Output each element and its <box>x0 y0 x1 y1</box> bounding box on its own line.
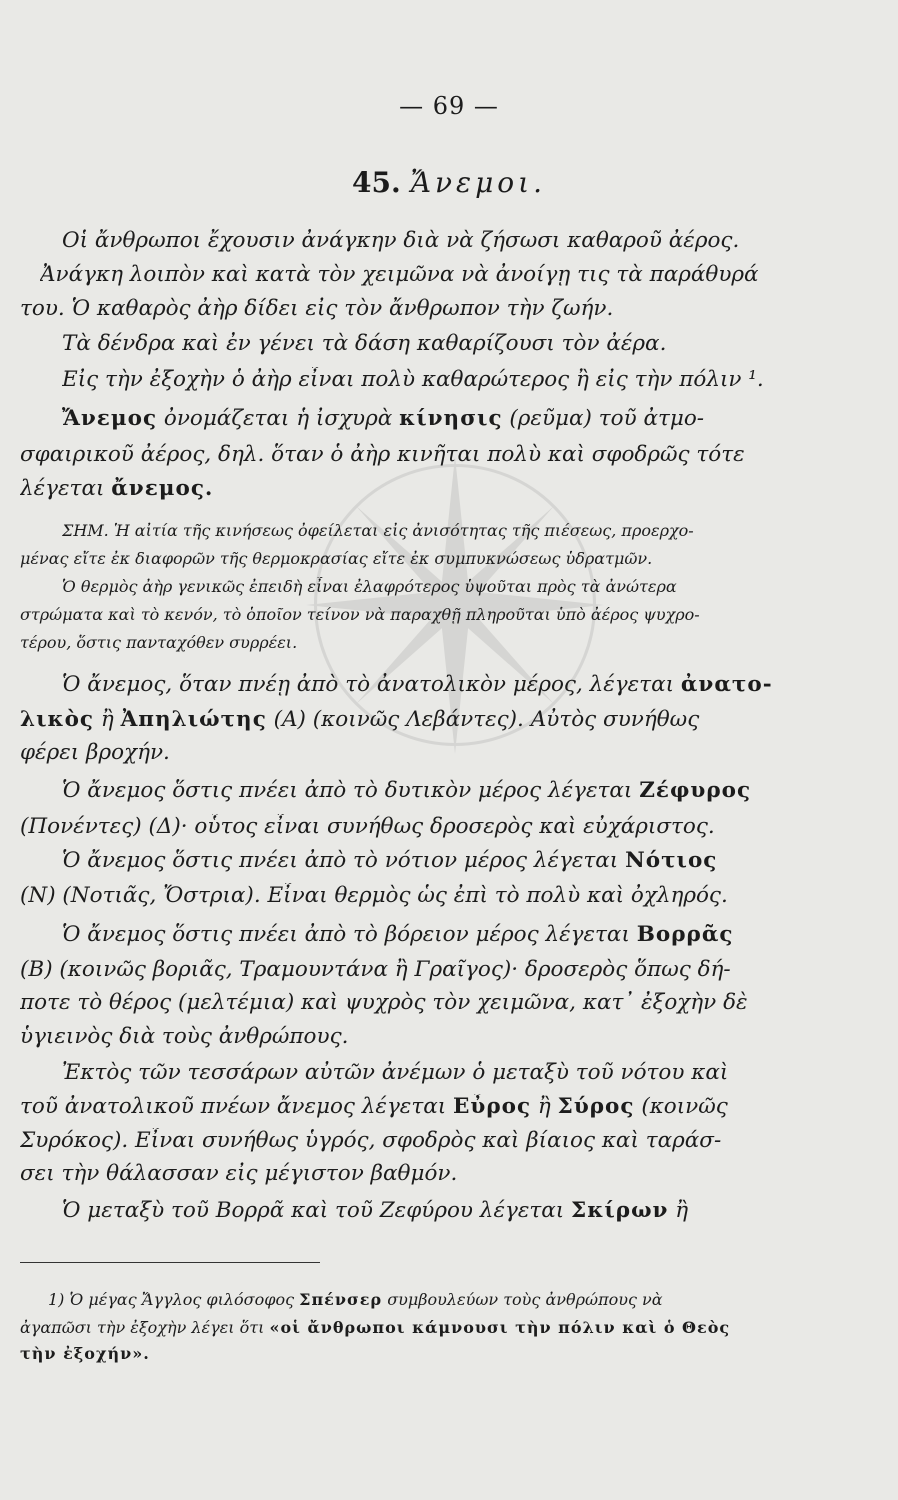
text-run: (ρεῦμα) τοῦ ἀτμο- <box>502 406 705 431</box>
text-run: (Α) (κοινῶς Λεβάντες). Αὐτὸς συνήθως <box>266 707 700 732</box>
section-heading <box>0 166 898 199</box>
term-bold: Σκίρων <box>571 1198 669 1223</box>
note-line: μένας εἴτε ἐκ διαφορῶν τῆς θερμοκρασίας εἴτε ἐκ συμπυκνώσεως ὑδρατμῶν. <box>20 549 653 568</box>
paragraph-line: του. Ὁ καθαρὸς ἀὴρ δίδει εἰς τὸν ἄνθρωπον τὴν ζωήν. <box>20 296 614 321</box>
paragraph-line: ὑγιεινὸς διὰ τοὺς ἀνθρώπους. <box>20 1024 349 1049</box>
term-bold: ἄνεμος. <box>111 476 214 501</box>
text-run: τοῦ ἀνατολικοῦ πνέων ἄνεμος λέγεται <box>20 1094 454 1119</box>
section-title: Ἄνεμοι. <box>410 166 546 199</box>
term-bold: Ἄνεμος <box>62 406 158 431</box>
paragraph-line <box>62 672 802 697</box>
paragraph-line: (Ν) (Νοτιᾶς, Ὄστρια). Εἶναι θερμὸς ὡς ἐπὶ τὸ πολὺ καὶ ὀχληρός. <box>20 883 728 908</box>
paragraph-line <box>20 707 760 732</box>
page-number: — 69 — <box>399 92 499 120</box>
paragraph-line: σει τὴν θάλασσαν εἰς μέγιστον βαθμόν. <box>20 1161 458 1186</box>
paragraph-line <box>62 848 802 873</box>
term-bold: Σπένσερ <box>299 1290 383 1309</box>
text-run: ἢ <box>94 707 121 732</box>
text-run: ἢ <box>531 1094 558 1119</box>
text-run: λέγεται <box>20 476 112 501</box>
text-run: ἀγαπῶσι τὴν ἐξοχὴν λέγει ὅτι <box>20 1318 270 1337</box>
paragraph-line: Συρόκος). Εἶναι συνήθως ὑγρός, σφοδρὸς καὶ βίαιος καὶ ταράσ- <box>20 1128 722 1153</box>
term-bold: Βορρᾶς <box>636 922 734 947</box>
note-line: ΣΗΜ. Ἡ αἰτία τῆς κινήσεως ὀφείλεται εἰς ἀνισότητας τῆς πιέσεως, προερχο- <box>62 521 694 540</box>
paragraph-line: ποτε τὸ θέρος (μελτέμια) καὶ ψυχρὸς τὸν χειμῶνα, κατ᾽ ἐξοχὴν δὲ <box>20 990 748 1015</box>
text-run: ὀνομάζεται ἡ ἰσχυρὰ <box>157 406 400 431</box>
note-line: τέρου, ὅστις πανταχόθεν συρρέει. <box>20 633 298 652</box>
term-bold: Εὖρος <box>453 1094 532 1119</box>
term-bold: τὴν ἐξοχήν». <box>20 1344 150 1363</box>
footnote-line <box>20 1318 760 1337</box>
paragraph-line <box>62 1198 802 1223</box>
paragraph-line: Ἀνάγκη λοιπὸν καὶ κατὰ τὸν χειμῶνα νὰ ἀνοίγῃ τις τὰ παράθυρά <box>40 262 759 287</box>
paragraph-line: Εἰς τὴν ἐξοχὴν ὁ ἀὴρ εἶναι πολὺ καθαρώτερος ἢ εἰς τὴν πόλιν ¹. <box>62 367 764 392</box>
paragraph-line <box>62 406 802 431</box>
note-line: στρώματα καὶ τὸ κενόν, τὸ ὁποῖον τείνον νὰ παραχθῇ πληροῦται ὑπὸ ἀέρος ψυχρο- <box>20 605 700 624</box>
paragraph-line: Ἐκτὸς τῶν τεσσάρων αὐτῶν ἀνέμων ὁ μεταξὺ τοῦ νότου καὶ <box>62 1060 729 1085</box>
section-number: 45. <box>352 166 401 199</box>
term-bold: Νότιος <box>625 848 718 873</box>
text-run: Ὁ ἄνεμος ὅστις πνέει ἀπὸ τὸ νότιον μέρος λέγεται <box>62 848 626 873</box>
text-run: Ὁ ἄνεμος, ὅταν πνέῃ ἀπὸ τὸ ἀνατολικὸν μέρος, λέγεται <box>62 672 681 697</box>
note-line: Ὁ θερμὸς ἀὴρ γενικῶς ἐπειδὴ εἶναι ἐλαφρότερος ὑψοῦται πρὸς τὰ ἀνώτερα <box>62 577 677 596</box>
paragraph-line: σφαιρικοῦ ἀέρος, δηλ. ὅταν ὁ ἀὴρ κινῆται πολὺ καὶ σφοδρῶς τότε <box>20 442 745 467</box>
paragraph-line <box>20 476 760 501</box>
footnote-divider <box>20 1262 320 1263</box>
footnote-line <box>48 1290 788 1309</box>
term-bold: λικὸς <box>20 707 95 732</box>
paragraph-line: (Β) (κοινῶς βοριᾶς, Τραμουντάνα ἢ Γραῖγος)· δροσερὸς ὅπως δή- <box>20 957 731 982</box>
term-bold: κίνησις <box>399 406 503 431</box>
text-run: Ὁ ἄνεμος ὅστις πνέει ἀπὸ τὸ δυτικὸν μέρος λέγεται <box>62 778 640 803</box>
text-run: ἢ <box>668 1198 689 1223</box>
text-run: Ὁ μεταξὺ τοῦ Βορρᾶ καὶ τοῦ Ζεφύρου λέγεται <box>62 1198 572 1223</box>
term-bold: Σύρος <box>557 1094 635 1119</box>
paragraph-line: (Πονέντες) (Δ)· οὗτος εἶναι συνήθως δροσερὸς καὶ εὐχάριστος. <box>20 814 715 839</box>
paragraph-line: φέρει βροχήν. <box>20 740 170 765</box>
paragraph-line <box>62 922 802 947</box>
term-bold: ἀνατο- <box>680 672 773 697</box>
text-run: 1) Ὁ μέγας Ἄγγλος φιλόσοφος <box>48 1290 300 1309</box>
text-run: συμβουλεύων τοὺς ἀνθρώπους νὰ <box>382 1290 663 1309</box>
paragraph-line: Τὰ δένδρα καὶ ἐν γένει τὰ δάση καθαρίζουσι τὸν ἀέρα. <box>62 331 667 356</box>
term-bold: «οἱ ἄνθρωποι κάμνουσι τὴν πόλιν καὶ ὁ Θεὸς <box>269 1318 731 1337</box>
footnote-line <box>20 1344 760 1363</box>
paragraph-line <box>62 778 802 803</box>
term-bold: Ζέφυρος <box>639 778 752 803</box>
text-run: (κοινῶς <box>634 1094 728 1119</box>
paragraph-line <box>20 1094 760 1119</box>
text-run: Ὁ ἄνεμος ὅστις πνέει ἀπὸ τὸ βόρειον μέρος λέγεται <box>62 922 637 947</box>
paragraph-line: Οἱ ἄνθρωποι ἔχουσιν ἀνάγκην διὰ νὰ ζήσωσι καθαροῦ ἀέρος. <box>62 228 740 253</box>
term-bold: Ἀπηλιώτης <box>120 707 267 732</box>
